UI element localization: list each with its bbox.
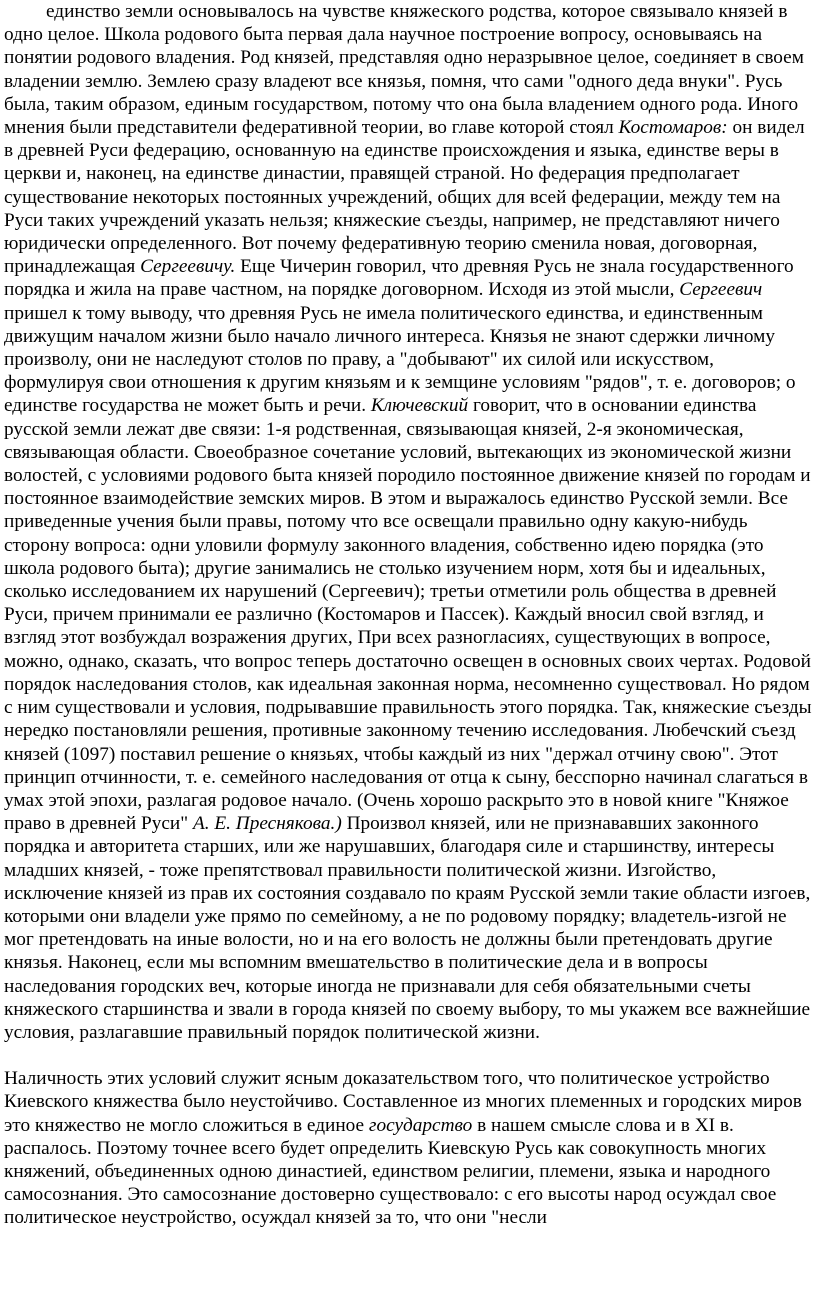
document-page xyxy=(4,0,812,1230)
text-segment: Еще Чичерин говорил, что древняя Русь не знала государственного порядка и жила на праве частном, на порядке договорном. Исходя из этой мысли, xyxy=(4,256,794,301)
italic-name-kostomarov: Костомаров: xyxy=(618,117,728,139)
italic-name-presnyakov: А. Е. Преснякова.) xyxy=(192,813,342,835)
text-segment: он видел в древней Руси федерацию, основанную на единстве происхождения и языка, единстве веры в церкви и, наконец, на единстве династии, правящей страной. Но федерация предполагает существование некоторых постоянных учреждений, общих для всей федерации, между тем на Руси таких учреждений указать нельзя; княжеские съезды, например, не представляют ничего юридически определенного. Вот почему федеративную теорию сменила новая, договорная, принадлежащая xyxy=(4,117,805,278)
text-segment: в нашем смысле слова и в XI в. распалось. Поэтому точнее всего будет определить Киевскую Русь как совокупность многих княжений, объединенных одною династией, единством религии, племени, языка и народного самосознания. Это самосознание достоверно существовало: с его высоты народ осуждал свое политическое неустройство, осуждал князей за то, что они "несли xyxy=(4,1114,777,1229)
paragraph-1 xyxy=(4,0,812,1044)
paragraph-2 xyxy=(4,1067,812,1229)
text-segment: пришел к тому выводу, что древняя Русь не имела политического единства, и единственным движущим началом жизни было начало личного интереса. Князья не знают сдержки личному произволу, они не наследуют столов по праву, а "добывают" их силой или искусством, формулируя свои отношения к другим князьям и к земщине условиям "рядов", т. е. договоров; о единстве государства не может быть и речи. xyxy=(4,302,796,417)
text-segment: единство земли основывалось на чувстве княжеского родства, которое связывало князей в одно целое. Школа родового быта первая дала научное построение вопросу, основываясь на понятии родового владения. Род князей, представляя одно неразрывное целое, соединяет в своем владении землю. Землею сразу владеют все князья, помня, что сами "одного деда внуки". Русь была, таким образом, единым государством, потому что она была владением одного рода. Иного мнения были представители федеративной теории, во главе которой стоял xyxy=(4,1,804,139)
italic-name-sergeevich: Сергеевич xyxy=(679,279,763,301)
text-segment: Произвол князей, или не признававших законного порядка и авторитета старших, или же нарушавших, благодаря силе и старшинству, интересы младших князей, - тоже препятствовал правильности политической жизни. Изгойство, исключение князей из прав их состояния создавало по краям Русской земли такие области изгоев, которыми они владели уже прямо по семейному, а не по родовому порядку; владетель-изгой не мог претендовать на иные волости, но и на его волость не должны были претендовать другие князья. Наконец, если мы вспомним вмешательство в политические дела и в вопросы наследования городских веч, которые иногда не признавали для себя обязательными счеты княжеского старшинства и звали в города князей по своему выбору, то мы укажем все важнейшие условия, разлагавшие правильный порядок политической жизни. xyxy=(4,813,811,1043)
text-segment: говорит, что в основании единства русской земли лежат две связи: 1-я родственная, связывающая князей, 2-я экономическая, связывающая области. Своеобразное сочетание условий, вытекающих из экономической жизни волостей, с условиями родового быта князей породило постоянное движение князей по городам и постоянное взаимодействие земских миров. В этом и выражалось единство Русской земли. Все приведенные учения были правы, потому что все освещали правильно одну какую-нибудь сторону вопроса: одни уловили формулу законного владения, собственно идею порядка (это школа родового быта); другие занимались не столько изучением норм, хотя бы и идеальных, сколько исследованием их нарушений (Сергеевич); третьи отметили роль общества в древней Руси, причем принимали ее различно (Костомаров и Пассек). Каждый вносил свой взгляд, и взгляд этот возбуждал возражения других, При всех разногласиях, существующих в вопросе, можно, однако, сказать, что вопрос теперь достаточно освещен в основных своих чертах. Родовой порядок наследования столов, как идеальная законная норма, несомненно существовал. Но рядом с ним существовали и условия, подрывавшие правильность этого порядка. Так, княжеские съезды нередко постановляли решения, противные законному течению исследования. Любечский съезд князей (1097) поставил решение о князьях, чтобы каждый из них "держал отчину свою". Этот принцип отчинности, т. е. семейного наследования от отца к сыну, бесспорно начинал слагаться в умах этой эпохи, разлагая родовое начало. (Очень хорошо раскрыто это в новой книге "Княжое право в древней Руси" xyxy=(4,395,812,835)
italic-name-sergeevich-dative: Сергеевичу. xyxy=(140,256,236,278)
italic-name-klyuchevsky: Ключевский xyxy=(370,395,469,417)
italic-term-gosudarstvo: государство xyxy=(368,1114,473,1136)
text-segment: Наличность этих условий служит ясным доказательством того, что политическое устройство Киевского княжества было неустойчиво. Составленное из многих племенных и городских миров это княжество не могло сложиться в единое xyxy=(4,1068,802,1136)
